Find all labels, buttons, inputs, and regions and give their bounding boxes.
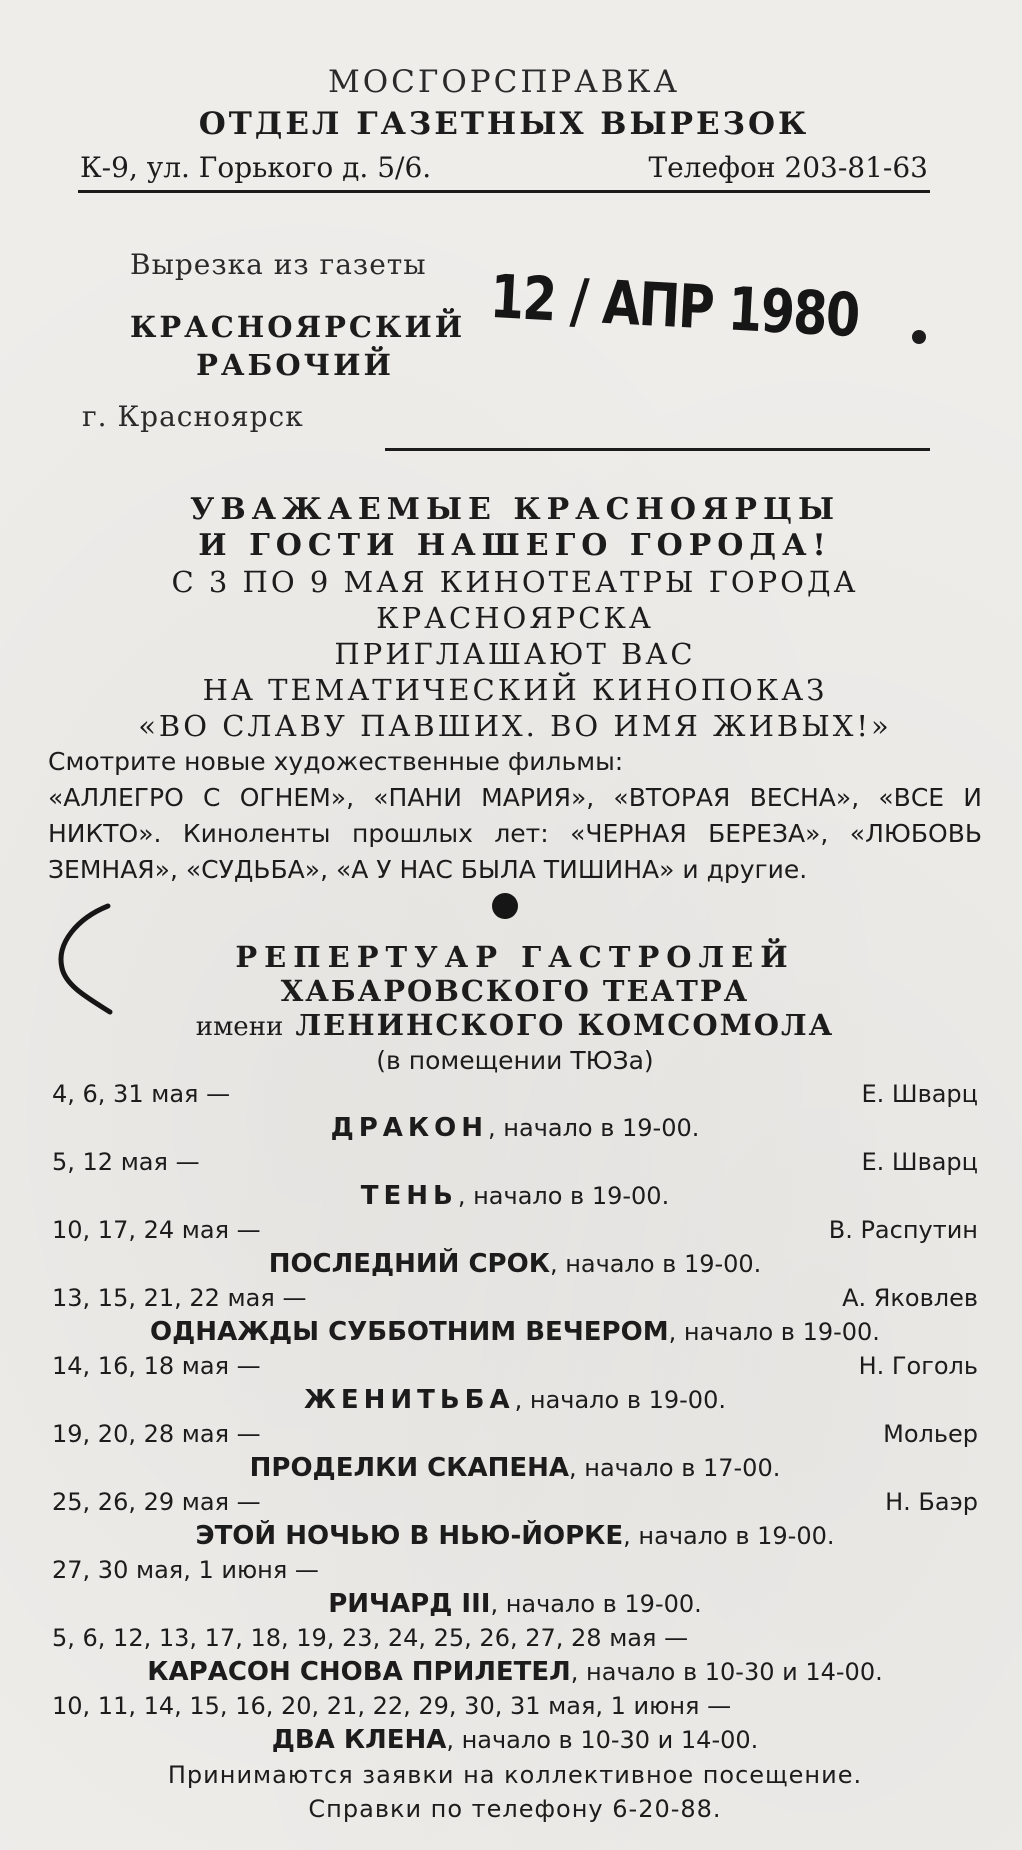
play-dates: 10, 11, 14, 15, 16, 20, 21, 22, 29, 30, 31 мая, 1 июня — bbox=[52, 1692, 732, 1720]
repertoire-heading-1: РЕПЕРТУАР ГАСТРОЛЕЙ bbox=[235, 940, 795, 974]
play-dates: 14, 16, 18 мая — bbox=[52, 1352, 261, 1380]
heading-prefix: имени bbox=[195, 1012, 284, 1042]
play-author: Н. Гоголь bbox=[858, 1352, 978, 1380]
play-title: КАРАСОН СНОВА ПРИЛЕТЕЛ bbox=[147, 1657, 571, 1687]
notice-title-2: И ГОСТИ НАШЕГО ГОРОДА! bbox=[198, 528, 832, 563]
play-entry bbox=[40, 1486, 990, 1554]
play-date-row bbox=[40, 1146, 990, 1178]
play-time: , начало в 17-00. bbox=[569, 1454, 781, 1482]
notice-line-3: С 3 ПО 9 МАЯ КИНОТЕАТРЫ ГОРОДА КРАСНОЯРСКА bbox=[171, 565, 859, 635]
play-title-row bbox=[40, 1586, 990, 1622]
play-title-row bbox=[40, 1722, 990, 1758]
play-title-row bbox=[40, 1314, 990, 1350]
play-time: , начало в 19-00. bbox=[514, 1386, 726, 1414]
notice-line-5: НА ТЕМАТИЧЕСКИЙ КИНОПОКАЗ bbox=[202, 673, 828, 707]
play-time: , начало в 19-00. bbox=[668, 1318, 880, 1346]
play-entry bbox=[40, 1214, 990, 1282]
repertoire-heading bbox=[40, 940, 990, 1078]
play-title-row bbox=[40, 1382, 990, 1418]
notice-body-films: «АЛЛЕГРО С ОГНЕМ», «ПАНИ МАРИЯ», «ВТОРАЯ ВЕСНА», «ВСЕ И НИКТО». Киноленты прошлых лет: «ЧЕРНАЯ БЕРЕЗА», «ЛЮБОВЬ ЗЕМНАЯ», «СУДЬБА», «А У НАС БЫЛА ТИШИНА» и другие. bbox=[48, 783, 982, 884]
play-time: , начало в 19-00. bbox=[549, 1250, 762, 1278]
org-name: МОСГОРСПРАВКА bbox=[327, 64, 680, 100]
play-time: , начало в 19-00. bbox=[623, 1522, 835, 1550]
play-time: , начало в 19-00. bbox=[490, 1590, 702, 1618]
play-title: РИЧАРД III bbox=[328, 1589, 491, 1619]
play-title: ПРОДЕЛКИ СКАПЕНА bbox=[249, 1453, 569, 1483]
city: г. Красноярск bbox=[82, 400, 304, 433]
notice-body bbox=[48, 744, 982, 888]
repertoire-heading-3 bbox=[40, 1008, 990, 1044]
play-date-row bbox=[40, 1622, 990, 1654]
play-title: ЭТОЙ НОЧЬЮ В НЬЮ-ЙОРКЕ bbox=[195, 1521, 624, 1551]
play-entry bbox=[40, 1418, 990, 1486]
play-time: , начало в 10-30 и 14-00. bbox=[570, 1658, 883, 1686]
play-entry bbox=[40, 1282, 990, 1350]
play-dates: 5, 12 мая — bbox=[52, 1148, 200, 1176]
play-dates: 19, 20, 28 мая — bbox=[52, 1420, 261, 1448]
play-list bbox=[40, 1078, 990, 1758]
play-dates: 5, 6, 12, 13, 17, 18, 19, 23, 24, 25, 26, 27, 28 мая — bbox=[52, 1624, 689, 1652]
newspaper-title-line2: РАБОЧИЙ bbox=[196, 348, 394, 382]
footer-line-2: Справки по телефону 6-20-88. bbox=[308, 1795, 722, 1823]
play-title-row bbox=[40, 1246, 990, 1282]
play-title-row bbox=[40, 1110, 990, 1146]
play-dates: 13, 15, 21, 22 мая — bbox=[52, 1284, 307, 1312]
date-stamp: 12 / АПР 1980 bbox=[488, 262, 861, 352]
separator-bullet bbox=[492, 893, 518, 919]
play-title-row bbox=[40, 1654, 990, 1690]
play-author: В. Распутин bbox=[828, 1216, 978, 1244]
play-date-row bbox=[40, 1690, 990, 1722]
play-title: ОДНАЖДЫ СУББОТНИМ ВЕЧЕРОМ bbox=[150, 1317, 669, 1347]
play-dates: 4, 6, 31 мая — bbox=[52, 1080, 231, 1108]
play-entry bbox=[40, 1146, 990, 1214]
play-date-row bbox=[40, 1418, 990, 1450]
play-dates: 25, 26, 29 мая — bbox=[52, 1488, 261, 1516]
play-title-row bbox=[40, 1178, 990, 1214]
play-title-row bbox=[40, 1518, 990, 1554]
address: К-9, ул. Горького д. 5/6. bbox=[80, 151, 432, 184]
notice-line-6: «ВО СЛАВУ ПАВШИХ. ВО ИМЯ ЖИВЫХ!» bbox=[138, 709, 892, 743]
play-date-row bbox=[40, 1214, 990, 1246]
clipping-service-header bbox=[78, 62, 930, 193]
play-title: ДРАКОН bbox=[330, 1113, 489, 1143]
play-time: , начало в 19-00. bbox=[488, 1114, 700, 1142]
footer-line-1: Принимаются заявки на коллективное посещение. bbox=[167, 1761, 863, 1789]
cutout-label: Вырезка из газеты bbox=[130, 248, 427, 281]
play-date-row bbox=[40, 1282, 990, 1314]
play-title: ТЕНЬ bbox=[360, 1181, 458, 1211]
phone: Телефон 203-81-63 bbox=[648, 151, 928, 184]
play-title: ЖЕНИТЬБА bbox=[304, 1385, 515, 1415]
play-author: А. Яковлев bbox=[842, 1284, 978, 1312]
newspaper-title bbox=[130, 308, 466, 384]
repertoire-heading-2: ХАБАРОВСКОГО ТЕАТРА bbox=[280, 974, 750, 1008]
notice-line-4: ПРИГЛАШАЮТ ВАС bbox=[334, 637, 696, 671]
cinema-notice bbox=[40, 492, 990, 888]
notice-title-1: УВАЖАЕМЫЕ КРАСНОЯРЦЫ bbox=[189, 492, 841, 527]
department-name: ОТДЕЛ ГАЗЕТНЫХ ВЫРЕЗОК bbox=[198, 106, 810, 142]
play-entry bbox=[40, 1622, 990, 1690]
play-entry bbox=[40, 1350, 990, 1418]
notice-body-first: Смотрите новые художественные фильмы: bbox=[48, 747, 624, 776]
play-title: ДВА КЛЕНА bbox=[271, 1725, 447, 1755]
theatre-repertoire bbox=[40, 940, 990, 1826]
repertoire-venue: (в помещении ТЮЗа) bbox=[376, 1046, 654, 1075]
newspaper-title-line1: КРАСНОЯРСКИЙ bbox=[130, 310, 466, 344]
play-author: Е. Шварц bbox=[861, 1080, 978, 1108]
play-date-row bbox=[40, 1486, 990, 1518]
play-title: ПОСЛЕДНИЙ СРОК bbox=[268, 1249, 550, 1279]
play-author: Н. Баэр bbox=[885, 1488, 978, 1516]
heading-komsomol: ЛЕНИНСКОГО КОМСОМОЛА bbox=[295, 1008, 835, 1042]
repertoire-footer bbox=[40, 1758, 990, 1826]
play-date-row bbox=[40, 1350, 990, 1382]
divider-rule bbox=[385, 448, 930, 451]
play-author: Е. Шварц bbox=[861, 1148, 978, 1176]
play-time: , начало в 10-30 и 14-00. bbox=[446, 1726, 759, 1754]
play-entry bbox=[40, 1554, 990, 1622]
play-date-row bbox=[40, 1078, 990, 1110]
play-author: Мольер bbox=[883, 1420, 978, 1448]
play-date-row bbox=[40, 1554, 990, 1586]
play-dates: 27, 30 мая, 1 июня — bbox=[52, 1556, 319, 1584]
address-line bbox=[78, 146, 930, 193]
play-entry bbox=[40, 1078, 990, 1146]
play-time: , начало в 19-00. bbox=[457, 1182, 670, 1210]
play-title-row bbox=[40, 1450, 990, 1486]
ink-dot bbox=[912, 330, 926, 344]
play-entry bbox=[40, 1690, 990, 1758]
play-dates: 10, 17, 24 мая — bbox=[52, 1216, 261, 1244]
